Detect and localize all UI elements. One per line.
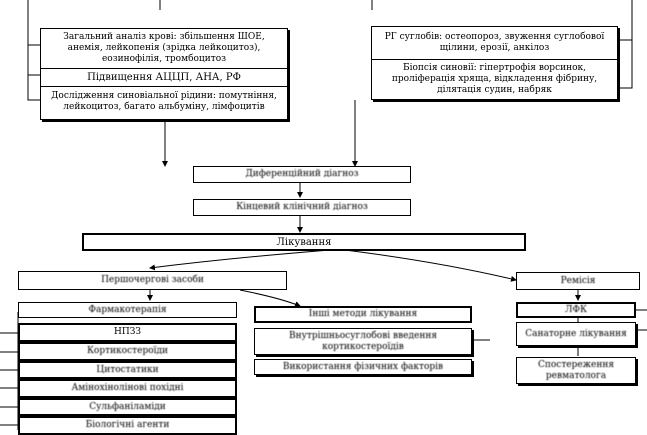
biopsy-text: Біопсія синовії: гіпертрофія ворсинок, проліферація хряща, відкладення фібрину, ділятація судин, набряк [391,62,598,95]
blood-test-text: Загальний аналіз крові: збільшення ШОЕ, анемія, лейкопенія (зрідка лейкоцитоз), еозинофілія, тромбоцитоз [63,32,265,64]
final-diagnosis-box [193,199,411,216]
treatment-label: Лікування [276,236,332,248]
physical-factors-label: Використання фізичних факторів [282,361,444,372]
pharmacotherapy-label: Фармакотерапія [88,304,167,315]
sanatorium-label: Санаторне лікування [525,328,627,339]
remission-label: Ремісія [560,275,596,286]
drug-item-nsaid [18,323,237,342]
synovial-fluid-text: Дослідження синовіальної рідини: помутніння, лейкоцитоз, багато альбуміну, лімфоцитів [51,91,277,112]
imaging-biopsy-group [371,26,618,100]
drug-item-aminoquinoline [18,379,237,398]
lfk-box [516,302,636,318]
differential-diagnosis-box [193,166,411,183]
physical-factors-box [254,359,472,375]
drug-item-label: Амінохінолінові похідні [71,383,184,393]
first-line-box [18,271,287,290]
final-diagnosis-label: Кінцевий клінічний діагноз [236,202,368,212]
diagnostic-tests-group [40,28,288,120]
xray-text: РГ суглобів: остеопороз, звуження суглобової щілини, ерозії, анкілоз [384,32,605,53]
remission-box [516,272,640,290]
injections-box [254,328,472,355]
drug-item-cytostatics [18,361,237,379]
drug-item-label: Біологічні агенти [85,420,170,430]
drug-item-sulfonamides [18,398,237,416]
drug-item-label: Сульфаніламіди [89,401,166,412]
drug-item-biologics [18,416,237,435]
antibodies-text: Підвищення АЦЦП, АНА, РФ [87,71,241,83]
treatment-box [82,233,526,251]
injections-label: Внутрішньосуглобові введення кортикостероїдів [288,330,438,352]
drug-item-label: Цитостатики [96,364,159,375]
drug-item-label: Кортикостероїди [86,346,169,356]
first-line-label: Першочергові засоби [101,275,204,285]
rheumatologist-label: Спостереження ревматолога [537,359,615,381]
drug-item-label: НПЗЗ [114,327,141,337]
pharmacotherapy-box [18,302,237,318]
differential-diagnosis-label: Диференційний діагноз [245,169,359,179]
lfk-label: ЛФК [565,304,587,315]
drug-item-corticosteroids [18,342,237,361]
other-methods-box [254,306,472,323]
other-methods-label: Інші методи лікування [308,309,418,319]
sanatorium-box [516,322,636,346]
rheumatologist-box [516,357,636,384]
